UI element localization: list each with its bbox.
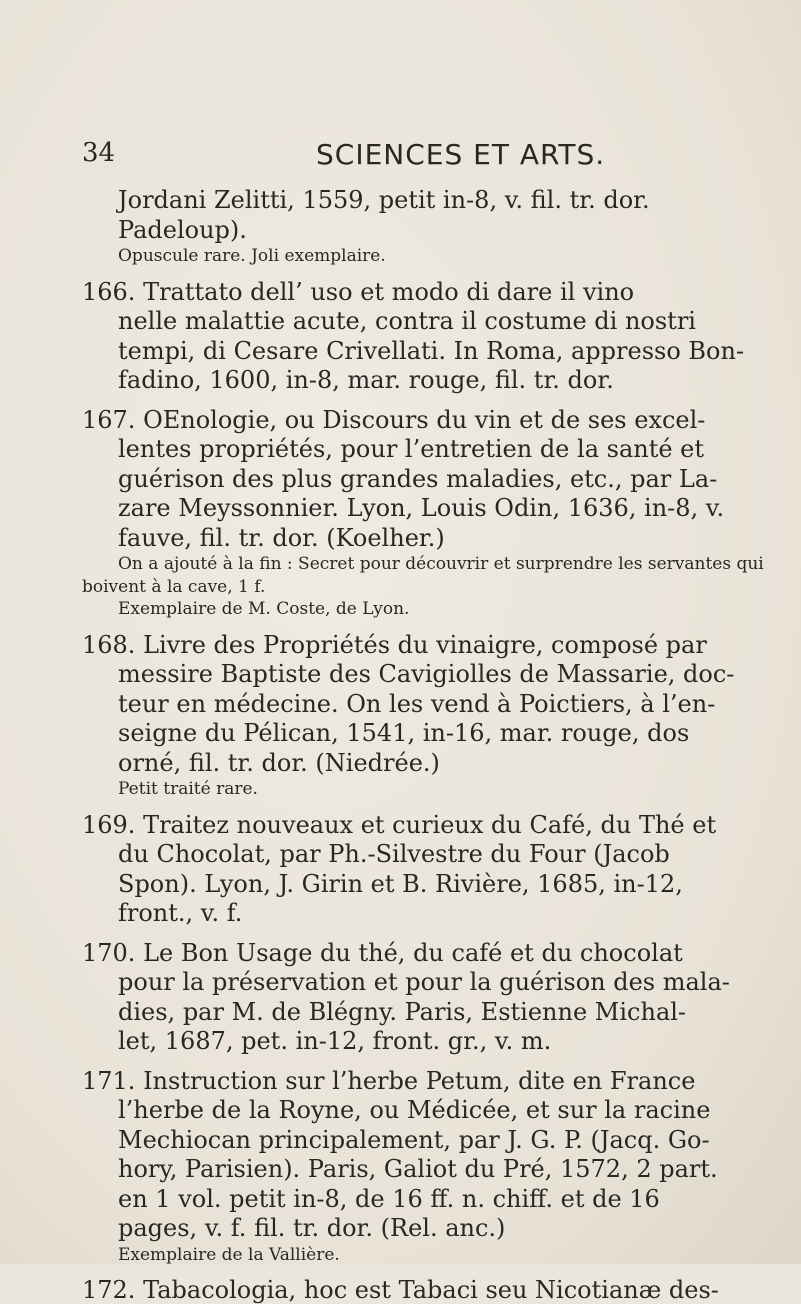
- text-e169-l4: front., v. f.: [118, 899, 243, 927]
- text-e170-l1: 170. Le Bon Usage du thé, du café et du chocolat: [82, 938, 683, 967]
- text-e170-l3: dies, par M. de Blégny. Paris, Estienne Michal-: [118, 997, 687, 1026]
- text-e169-l1: 169. Traitez nouveaux et curieux du Café, du Thé et: [82, 810, 717, 839]
- text-e167-n1: On a ajouté à la fin : Secret pour découvrir et surprendre les servantes qui: [118, 554, 764, 574]
- text-e171-l6: pages, v. f. fil. tr. dor. (Rel. anc.): [118, 1214, 506, 1242]
- text-e168-l2: messire Baptiste des Cavigiolles de Massarie, doc-: [118, 660, 735, 688]
- text-e167-l4: zare Meyssonnier. Lyon, Louis Odin, 1636, in-8, v.: [118, 494, 725, 522]
- text-e168-l4: seigne du Pélican, 1541, in-16, mar. rouge, dos: [118, 719, 690, 747]
- text-e168-l5: orné, fil. tr. dor. (Niedrée.): [118, 748, 440, 777]
- text-continuation-l1: Jordani Zelitti, 1559, petit in-8, v. fil. tr. dor.: [118, 186, 650, 214]
- page-number: 34: [82, 138, 116, 168]
- text-e171-l5: en 1 vol. petit in-8, de 16 ff. n. chiff. et de 16: [118, 1184, 660, 1213]
- text-e171-l4: hory, Parisien). Paris, Galiot du Pré, 1572, 2 part.: [118, 1155, 718, 1183]
- text-e170-l4: let, 1687, pet. in-12, front. gr., v. m.: [118, 1027, 552, 1055]
- text-e167-n2: boivent à la cave, 1 f.: [82, 576, 266, 597]
- text-continuation-l2: Padeloup).: [118, 215, 247, 244]
- text-e168-n1: Petit traité rare.: [118, 779, 258, 799]
- text-e166-l4: fadino, 1600, in-8, mar. rouge, fil. tr. dor.: [118, 366, 614, 394]
- text-e169-l3: Spon). Lyon, J. Girin et B. Rivière, 1685, in-12,: [118, 869, 683, 898]
- text-e167-l3: guérison des plus grandes maladies, etc., par La-: [118, 464, 718, 493]
- text-e167-l5: fauve, fil. tr. dor. (Koelher.): [118, 523, 445, 552]
- text-e171-n1: Exemplaire de la Vallière.: [118, 1244, 340, 1265]
- text-e168-l1: 168. Livre des Propriétés du vinaigre, composé par: [82, 630, 707, 659]
- running-title: SCIENCES ET ARTS.: [316, 138, 606, 171]
- text-e171-l1: 171. Instruction sur l’herbe Petum, dite en France: [82, 1066, 696, 1095]
- text-e172-l1: 172. Tabacologia, hoc est Tabaci seu Nicotianæ des-: [82, 1276, 719, 1304]
- text-continuation-note: Opuscule rare. Joli exemplaire.: [118, 246, 386, 266]
- text-e167-n3: Exemplaire de M. Coste, de Lyon.: [118, 599, 410, 619]
- page-header: [60, 138, 760, 182]
- text-e166-l2: nelle malattie acute, contra il costume di nostri: [118, 307, 696, 335]
- text-e167-l2: lentes propriétés, pour l’entretien de la santé et: [118, 435, 705, 463]
- text-e166-l3: tempi, di Cesare Crivellati. In Roma, appresso Bon-: [118, 336, 745, 365]
- text-e167-l1: 167. OEnologie, ou Discours du vin et de ses excel-: [82, 405, 706, 434]
- text-e168-l3: teur en médecine. On les vend à Poictiers, à l’en-: [118, 689, 716, 718]
- text-e171-l3: Mechiocan principalement, par J. G. P. (Jacq. Go-: [118, 1125, 710, 1154]
- text-e169-l2: du Chocolat, par Ph.-Silvestre du Four (Jacob: [118, 840, 670, 868]
- text-e170-l2: pour la préservation et pour la guérison des mala-: [118, 968, 730, 996]
- text-e166-l1: 166. Trattato dell’ uso et modo di dare il vino: [82, 277, 635, 306]
- text-e171-l2: l’herbe de la Royne, ou Médicée, et sur la racine: [118, 1096, 711, 1124]
